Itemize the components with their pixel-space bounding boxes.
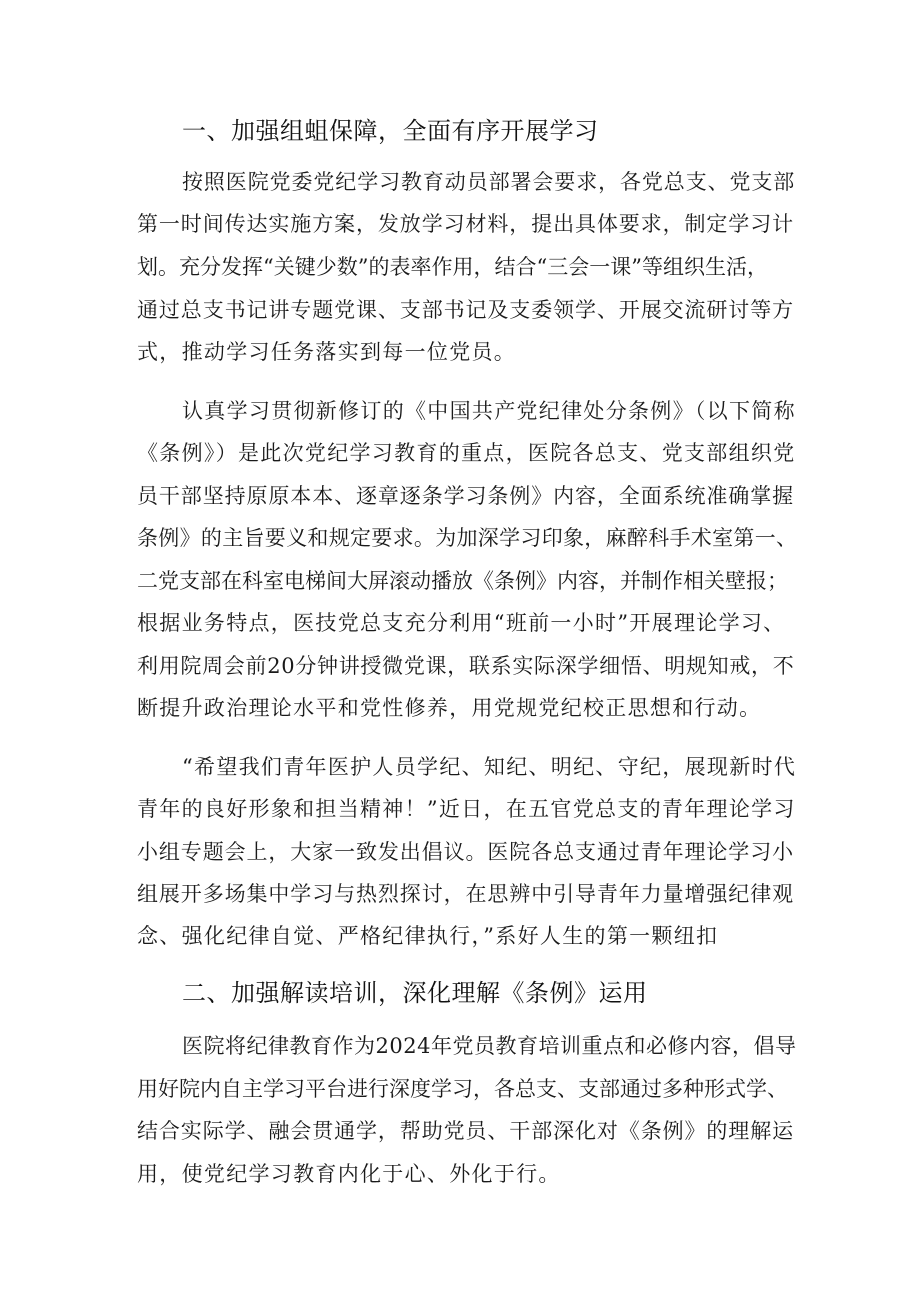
paragraph-line: 组展开多场集中学习与热烈探讨，在思辨中引导青年力量增强纪律观 [137,882,794,906]
paragraph-line: 用好院内自主学习平台进行深度学习，各总支、支部通过多种形式学、 [137,1077,788,1101]
paragraph-line: 式，推动学习任务落实到每一位党员。 [137,340,517,364]
paragraph-line: 医院将纪律教育作为2024年党员教育培训重点和必修内容，倡导 [182,1034,797,1058]
paragraph-line: 第一时间传达实施方案，发放学习材料，提出具体要求，制定学习计 [137,212,794,236]
paragraph-line: 根据业务特点，医技党总支充分利用“班前一小时”开展理论学习、 [137,611,786,635]
paragraph-line: 通过总支书记讲专题党课、支部书记及支委领学、开展交流研讨等方 [137,298,794,322]
paragraph-line: “希望我们青年医护人员学纪、知纪、明纪、守纪，展现新时代 [182,755,797,779]
paragraph-line: 条例》的主旨要义和规定要求。为加深学习印象，麻醉科手术室第一、 [137,526,798,550]
paragraph-line: 划。充分发挥“关键少数”的表率作用，结合“三会一课”等组织生活， [137,255,768,279]
paragraph-line: 按照医院党委党纪学习教育动员部署会要求，各党总支、党支部 [182,170,796,194]
paragraph-line: 认真学习贯彻新修订的《中国共产党纪律处分条例》（以下简称 [182,399,796,423]
paragraph-line: 结合实际学、融会贯通学，帮助党员、干部深化对《条例》的理解运 [137,1119,794,1143]
paragraph-line: 小组专题会上，大家一致发出倡议。医院各总支通过青年理论学习小 [137,840,794,864]
section-2-heading: 二、加强解读培训，深化理解《条例》运用 [182,979,648,1007]
paragraph-line: 员干部坚持原原本本、逐章逐条学习条例》内容，全面系统准确掌握 [137,484,794,508]
paragraph-line: 用，使党纪学习教育内化于心、外化于行。 [137,1162,561,1186]
paragraph-line: 二党支部在科室电梯间大屏滚动播放《条例》内容，并制作相关壁报； [137,569,788,593]
paragraph-line: 《条例》）是此次党纪学习教育的重点，医院各总支、党支部组织党 [137,441,796,465]
paragraph-line: 断提升政治理论水平和党性修养，用党规党纪校正思想和行动。 [137,696,762,720]
section-1-heading: 一、加强组蛆保障，全面有序开展学习 [182,117,599,145]
paragraph-line: 利用院周会前20分钟讲授微党课，联系实际深学细悟、明规知戒，不 [137,654,795,678]
paragraph-line: 念、强化纪律自觉、严格纪律执行，”系好人生的第一颗纽扣 [137,924,719,948]
paragraph-line: 青年的良好形象和担当精神！”近日，在五官党总支的青年理论学习 [137,797,796,821]
